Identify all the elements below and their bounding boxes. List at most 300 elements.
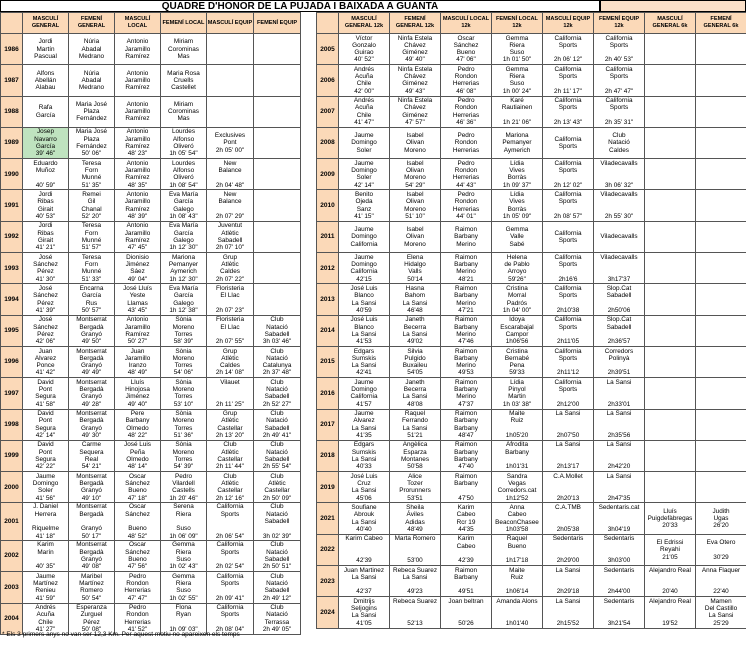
result-cell: Antonio Jaramillo Ramírez 48' 23" — [115, 127, 161, 158]
result-cell: La Sansi 2h42'20 — [594, 440, 645, 471]
result-cell: Janeth Becerra La Sansi 49'02 — [390, 315, 441, 346]
result-cell — [645, 284, 696, 315]
result-cell: Club Atlètic Castellar 2h 12' 16" — [207, 472, 254, 503]
result-cell — [696, 315, 746, 346]
year-cell: 1998 — [1, 409, 23, 440]
result-cell: Pere Barbany Olmedo 48' 22" — [115, 409, 161, 440]
result-cell: Club Natació Terrassa 2h 49' 05" — [254, 603, 301, 634]
result-cell: Raimon Barbany 47'50 — [441, 472, 492, 503]
result-cell: California Sports 2h 12' 02" — [543, 159, 594, 190]
result-cell: Víctor Gonzalo Guirao 40' 52" — [339, 34, 390, 65]
result-cell: New Balance 2h 04' 48" — [207, 159, 254, 190]
result-cell: California Sports — [543, 127, 594, 158]
result-cell: Gemma Riera Suso 1h 02' 55" — [161, 572, 207, 603]
right-honor-table — [316, 12, 746, 629]
table-row — [1, 253, 301, 284]
result-cell: Lourdes Alfonso Oliveró 1h 05' 54" — [161, 127, 207, 158]
result-cell: Eduardo Muñoz 40' 59" — [23, 159, 69, 190]
year-cell: 2011 — [317, 221, 339, 252]
result-cell: Raquel Bueno 1h17'18 — [492, 534, 543, 565]
result-cell — [254, 253, 301, 284]
table-row — [1, 378, 301, 409]
result-cell: Grup Atlètic Caldes 2h 07' 22" — [207, 253, 254, 284]
left-header-6: FEMENÍ EQUIP — [254, 13, 301, 34]
right-header-2: FEMENÍ GENERAL 12k — [390, 13, 441, 34]
result-cell — [645, 409, 696, 440]
result-cell: Miriam Corominas Mas — [161, 34, 207, 65]
left-header-row — [1, 13, 301, 34]
result-cell: California Sports 2h 09' 41" — [207, 572, 254, 603]
result-cell: California Sports 2h 06' 54" — [207, 503, 254, 540]
year-cell: 2010 — [317, 190, 339, 221]
result-cell: José Luis Peña Olmedo 48' 14" — [115, 440, 161, 471]
result-cell — [254, 127, 301, 158]
result-cell: Isabel Olivan Moreno 51' 10" — [390, 190, 441, 221]
year-cell: 2012 — [317, 253, 339, 284]
result-cell: Ninfa Estela Chávez Giménez 47' 57" — [390, 96, 441, 127]
year-cell: 2019 — [317, 472, 339, 503]
right-header-8: FEMENÍ GENERAL 6k — [696, 13, 746, 34]
result-cell: Sedentaris 3h03'00 — [594, 534, 645, 565]
result-cell: Slop.Cat Sabadell 2h50'06 — [594, 284, 645, 315]
result-cell — [645, 346, 696, 377]
result-cell: Andrés Acuña Chile 41' 27" — [23, 603, 69, 634]
table-row — [1, 346, 301, 377]
result-cell: El Edrissi Reyahi 21'05 — [645, 534, 696, 565]
result-cell: Juan Jaramillo Iranzo 48' 49" — [115, 346, 161, 377]
result-cell — [254, 221, 301, 252]
result-cell: Club Natació Sabadell 2h 49' 12" — [254, 572, 301, 603]
result-cell: Sedentaris 2h44'00 — [594, 566, 645, 597]
result-cell: Hasna Bahom La Sansi 46'48 — [390, 284, 441, 315]
table-row — [317, 253, 746, 284]
result-cell — [254, 34, 301, 65]
result-cell — [696, 190, 746, 221]
table-row — [1, 96, 301, 127]
result-cell: Lídia Pinyol Martin 1h 03' 38" — [492, 378, 543, 409]
table-row — [1, 440, 301, 471]
result-cell: Edgars Sumskis La Sansi 40'33 — [339, 440, 390, 471]
result-cell: Club Natació Sabadell 3h 02' 39" — [254, 503, 301, 540]
result-cell: Raimon Barbany Merino 49'53 — [441, 346, 492, 377]
result-cell: Sònia Moreno Torres 51' 36" — [161, 409, 207, 440]
year-cell: 2013 — [317, 284, 339, 315]
result-cell: California Sports 2h10'38 — [543, 284, 594, 315]
result-cell — [696, 253, 746, 284]
year-cell: 1989 — [1, 127, 23, 158]
result-cell — [207, 96, 254, 127]
result-cell: California Sports 2h 47' 47" — [594, 65, 645, 96]
result-cell: California Sports 2h11'12 — [543, 346, 594, 377]
result-cell: Raquel Ferrando La Sansi 51'21 — [390, 409, 441, 440]
result-cell: Afrodita Barbany 1h01'31 — [492, 440, 543, 471]
result-cell: Sedentaris 2h29'00 — [543, 534, 594, 565]
year-cell: 2018 — [317, 440, 339, 471]
result-cell: Floristeria El Llac 2h 07' 55" — [207, 315, 254, 346]
result-cell: Flona Ryan 1h 09' 03" — [161, 603, 207, 634]
result-cell: Josep Navarro García 39' 46" — [23, 127, 69, 158]
result-cell: Karim Cabeo 42'39 — [441, 534, 492, 565]
result-cell: Gemma Valle Sabé — [492, 221, 543, 252]
result-cell: Karim Cabeo Rcr 19 44'35 — [441, 503, 492, 534]
result-cell: Oscar Sánchez Bueno 47' 06" — [441, 34, 492, 65]
result-cell: Montserrat Bergadà Granyó 49' 10" — [69, 472, 115, 503]
footnote: * Els 3 primers anys no van ser 12,3 Km. Per aquest motiu no apareixen els temps — [2, 631, 240, 638]
result-cell: Andrés Acuña Chile 41' 47" — [339, 96, 390, 127]
result-cell: Esperanza Zurguel Pérez 50' 08" — [69, 603, 115, 634]
result-cell: Club Natació Catalunya 2h 37' 48" — [254, 346, 301, 377]
result-cell — [645, 253, 696, 284]
result-cell — [696, 440, 746, 471]
result-cell: Janeth Becerra La Sansi 48'08 — [390, 378, 441, 409]
result-cell: California Sports 2h 06' 12" — [543, 34, 594, 65]
result-cell: Viladecavalls 3h17'37 — [594, 253, 645, 284]
result-cell: California Sports 2h 35' 31" — [594, 96, 645, 127]
result-cell: Jaume Domingo California 42'15 — [339, 253, 390, 284]
result-cell: Oscar Sánchez Bueno 48' 52" — [115, 503, 161, 540]
result-cell: Club Natació Sabadell 2h 49' 41" — [254, 409, 301, 440]
result-cell: Sònia Moreno Torres 54' 06" — [161, 346, 207, 377]
result-cell: Marta Romero 53'00 — [390, 534, 441, 565]
result-cell: Maria José Plaza Fernández 50' 06" — [69, 127, 115, 158]
result-cell — [696, 378, 746, 409]
result-cell: La Sansi 2h29'18 — [543, 566, 594, 597]
result-cell: California Sports 2h12'00 — [543, 378, 594, 409]
year-cell: 1992 — [1, 221, 23, 252]
result-cell: Montserrat Bergadà Granyó 49' 30" — [69, 409, 115, 440]
table-row — [1, 159, 301, 190]
result-cell: Jaume Alvarez La Sansi 41'35 — [339, 409, 390, 440]
result-cell: Club Natació Caldes — [594, 127, 645, 158]
result-cell: Maite Ruiz 1h05'20 — [492, 409, 543, 440]
result-cell: California Sports 2h16'6 — [543, 253, 594, 284]
result-cell: Dmitrijs Seljogins La Sansi 41'05 — [339, 597, 390, 628]
table-row — [317, 440, 746, 471]
year-cell: 2005 — [317, 34, 339, 65]
year-cell: 2003 — [1, 572, 23, 603]
result-cell: Isabel Olivan Moreno — [390, 127, 441, 158]
result-cell: David Pont Segura 41' 58" — [23, 378, 69, 409]
year-cell: 2000 — [1, 472, 23, 503]
result-cell: Mariona Pemanyer Aymerich 1h 12' 30" — [161, 253, 207, 284]
result-cell: Sedentaris 3h21'54 — [594, 597, 645, 628]
result-cell — [645, 378, 696, 409]
table-row — [1, 284, 301, 315]
result-cell — [207, 34, 254, 65]
result-cell: La Sansi 2h15'52 — [543, 597, 594, 628]
table-row — [317, 96, 746, 127]
result-cell — [645, 472, 696, 503]
result-cell: Raimon Barbany Merino 47'46 — [441, 315, 492, 346]
table-row — [1, 127, 301, 158]
result-cell: Miriam Corominas Mas — [161, 96, 207, 127]
result-cell: Pedro Rondon Herrerias — [441, 127, 492, 158]
result-cell: Ninfa Estela Chávez Giménez 49' 43" — [390, 65, 441, 96]
table-row — [1, 65, 301, 96]
right-header-3: MASCULÍ LOCAL 12k — [441, 13, 492, 34]
result-cell: José Sánchez Pérez 41' 30" — [23, 253, 69, 284]
result-cell: Viladecavalls 2h 55' 30" — [594, 190, 645, 221]
left-header-0 — [1, 13, 23, 34]
result-cell: Andrés Acuña Chile 42' 00" — [339, 65, 390, 96]
year-cell: 2009 — [317, 159, 339, 190]
result-cell: Montserrat Bergadà Granyó 49' 49" — [69, 346, 115, 377]
result-cell: David Pont Segura 42' 22" — [23, 440, 69, 471]
result-cell: José Sánchez Pérez 41' 39" — [23, 284, 69, 315]
result-cell: Sandra Vegas Corredors.cat 1h12'52 — [492, 472, 543, 503]
result-cell: José Lluís Yeste Llamas 43' 45" — [115, 284, 161, 315]
result-cell: Gemma Riera Suso 1h 02' 43" — [161, 540, 207, 571]
result-cell — [645, 127, 696, 158]
result-cell: Rebeca Suarez 52'13 — [390, 597, 441, 628]
result-cell: José Luis Cruz La Sansi 45'06 — [339, 472, 390, 503]
table-row — [317, 34, 746, 65]
table-row — [1, 190, 301, 221]
result-cell: Karim Marín 40' 35" — [23, 540, 69, 571]
table-row — [1, 221, 301, 252]
result-cell: Maria Rosa Cruells Castellet — [161, 65, 207, 96]
result-cell: Grup Atlètic Caldes 2h 14' 08" — [207, 346, 254, 377]
result-cell: Raimon Barbany Merino 47'37 — [441, 378, 492, 409]
result-cell — [696, 409, 746, 440]
year-cell: 2008 — [317, 127, 339, 158]
result-cell: New Balance 2h 07' 29" — [207, 190, 254, 221]
result-cell: Raimon Barbany Merino 48'21 — [441, 253, 492, 284]
result-cell: Gemma Riera Suso 1h 01' 50" — [492, 34, 543, 65]
result-cell: Raimon Barbany Merino 47'21 — [441, 284, 492, 315]
result-cell: Club Natació Sabadell 3h 03' 46" — [254, 315, 301, 346]
result-cell: Sònia Moreno Torres 54' 39" — [161, 440, 207, 471]
table-row — [1, 503, 301, 540]
result-cell — [645, 65, 696, 96]
result-cell — [645, 440, 696, 471]
result-cell: Floristeria El Llac 2h 07' 23" — [207, 284, 254, 315]
result-cell: La Sansi 2h47'35 — [594, 472, 645, 503]
result-cell: Raimon Barbany Barbany 47'40 — [441, 440, 492, 471]
result-cell: José Luis Blanco La Sansi 41'53 — [339, 315, 390, 346]
page-title: QUADRE D'HONOR DE LA PUJADA I BAIXADA A GUANTA — [0, 0, 600, 12]
right-header-7: MASCULÍ GENERAL 6k — [645, 13, 696, 34]
result-cell — [207, 65, 254, 96]
year-cell: 1993 — [1, 253, 23, 284]
result-cell: Rafa García — [23, 96, 69, 127]
result-cell: Gemma Riera Suso 1h 00' 24" — [492, 65, 543, 96]
result-cell: Alfons Abellán Alabau — [23, 65, 69, 96]
result-cell: Jaume Domingo Soler 41' 56" — [23, 472, 69, 503]
result-cell — [696, 284, 746, 315]
table-row — [317, 566, 746, 597]
result-cell: Teresa Forn Munné 51' 57" — [69, 221, 115, 252]
table-row — [317, 534, 746, 565]
result-cell: Soufiane Abrouk La Sansi 40'40 — [339, 503, 390, 534]
table-row — [317, 503, 746, 534]
result-cell: Cristina Bernabé Pena 59'33 — [492, 346, 543, 377]
result-cell: Alejandro Real 19'52 — [645, 597, 696, 628]
result-cell — [645, 315, 696, 346]
left-header-5: MASCULÍ EQUIP — [207, 13, 254, 34]
result-cell: Sònia Moreno Torres 58' 39" — [161, 315, 207, 346]
result-cell: Idoya Escarabajal Campor 1h06'56 — [492, 315, 543, 346]
result-cell — [696, 472, 746, 503]
right-body — [317, 34, 746, 629]
result-cell: Angèlica Esparza Montanes 50'58 — [390, 440, 441, 471]
year-cell: 1997 — [1, 378, 23, 409]
result-cell: Silvia Pulgido Buxaileu 54'05 — [390, 346, 441, 377]
result-cell: Sònia Moreno Torres 53' 10" — [161, 378, 207, 409]
result-cell: Karim Cabeo 42'39 — [339, 534, 390, 565]
result-cell — [645, 221, 696, 252]
result-cell: Club Natació Sabadell 2h 55' 54" — [254, 440, 301, 471]
result-cell: La Sansi 2h13'17 — [543, 440, 594, 471]
result-cell: Jaume Martínez Renieu 41' 59" — [23, 572, 69, 603]
left-body — [1, 34, 301, 635]
right-header-1: MASCULÍ GENERAL 12k — [339, 13, 390, 34]
result-cell: Juan Alvarez Ponce 41' 42" — [23, 346, 69, 377]
result-cell — [645, 159, 696, 190]
result-cell: Exclusives Pont 2h 05' 00" — [207, 127, 254, 158]
result-cell: Grup Atlètic Castellar 2h 13' 20" — [207, 409, 254, 440]
left-header-3: MASCULÍ LOCAL — [115, 13, 161, 34]
result-cell: California Sports 2h 13' 43" — [543, 96, 594, 127]
result-cell — [254, 159, 301, 190]
result-cell: Helena de Pablo Arroyo 59'26" — [492, 253, 543, 284]
year-cell: 1996 — [1, 346, 23, 377]
result-cell — [696, 96, 746, 127]
year-cell: 1999 — [1, 440, 23, 471]
result-cell: C.A.TMB 2h05'38 — [543, 503, 594, 534]
result-cell: Jaume Domingo California 41'57 — [339, 378, 390, 409]
result-cell: Club Atlètic Castellar 2h 11' 44" — [207, 440, 254, 471]
result-cell: Teresa Forn Munné 51' 35" — [69, 159, 115, 190]
result-cell: Eva Otero 30'29 — [696, 534, 746, 565]
result-cell: California Sports 2h 02' 54" — [207, 540, 254, 571]
result-cell: Maite Ruiz 1h06'14 — [492, 566, 543, 597]
table-row — [1, 34, 301, 65]
header-band — [600, 0, 746, 12]
result-cell: Karé Rautiainen 1h 21' 06" — [492, 96, 543, 127]
result-cell: José Luis Blanco La Sansi 40'59 — [339, 284, 390, 315]
table-row — [317, 65, 746, 96]
result-cell: Sedentaris.cat 3h04'19 — [594, 503, 645, 534]
result-cell: Montserrat Bergadà Granyó 49' 28" — [69, 378, 115, 409]
table-row — [317, 190, 746, 221]
result-cell: Antonio Jaramillo Ramírez — [115, 96, 161, 127]
result-cell: Lourdes Alfonso Oliveró 1h 08' 54" — [161, 159, 207, 190]
year-cell: 2002 — [1, 540, 23, 571]
result-cell: California Sports 2h11'05 — [543, 315, 594, 346]
result-cell: Antonio Jaramillo Ramírez — [115, 65, 161, 96]
result-cell: Pedro Rondon Herrerias 41' 52" — [115, 603, 161, 634]
table-row — [317, 378, 746, 409]
result-cell — [696, 127, 746, 158]
result-cell: C.A.Mollet 2h20'13 — [543, 472, 594, 503]
right-header-row — [317, 13, 746, 34]
result-cell: Amanda Alons 1h01'40 — [492, 597, 543, 628]
result-cell: Lídia Vives Borràs 1h 05' 09" — [492, 190, 543, 221]
table-row — [317, 127, 746, 158]
result-cell: La Sansi 2h33'01 — [594, 378, 645, 409]
year-cell: 1995 — [1, 315, 23, 346]
result-cell: Encarna García Rus 50' 57" — [69, 284, 115, 315]
right-header-6: FEMENÍ EQUIP 12k — [594, 13, 645, 34]
result-cell: Pedro Rondon Herrerias 46' 36" — [441, 96, 492, 127]
result-cell: Jordi Martín Pascual — [23, 34, 69, 65]
year-cell: 2001 — [1, 503, 23, 540]
result-cell: Isabel Olivan Moreno — [390, 221, 441, 252]
result-cell: Ninfa Estela Chávez Giménez 49' 40" — [390, 34, 441, 65]
table-row — [1, 472, 301, 503]
result-cell: Remei Gil Chanal 52' 20" — [69, 190, 115, 221]
result-cell: Lídia Vives Borràs 1h 09' 37" — [492, 159, 543, 190]
result-cell — [696, 159, 746, 190]
result-cell: Jaume Domingo California — [339, 221, 390, 252]
result-cell: Antonio Jaramillo Ramírez 48' 35" — [115, 159, 161, 190]
result-cell: Raimon Barbany Barbany 48'47 — [441, 409, 492, 440]
table-row — [317, 159, 746, 190]
left-honor-table — [0, 12, 301, 635]
left-header-2: FEMENÍ GENERAL — [69, 13, 115, 34]
result-cell: Pedro Rondon Herrerias 47' 47" — [115, 572, 161, 603]
table-row — [317, 597, 746, 628]
result-cell: Slop.Cat Sabadell 2h36'57 — [594, 315, 645, 346]
result-cell: Eva María García Galego 1h 12' 38" — [161, 284, 207, 315]
result-cell: Jaume Domingo Soler 42' 14" — [339, 159, 390, 190]
result-cell: Club Atlètic Castellar 2h 50' 09" — [254, 472, 301, 503]
left-header-1: MASCULÍ GENERAL — [23, 13, 69, 34]
year-cell: 2024 — [317, 597, 339, 628]
result-cell: Núria Abadal Medrano — [69, 34, 115, 65]
result-cell — [696, 34, 746, 65]
result-cell: Viladecavalls — [594, 221, 645, 252]
year-cell: 1988 — [1, 96, 23, 127]
result-cell: Club Natació Sabadell 2h 50' 51" — [254, 540, 301, 571]
result-cell: Antonio Jaramillo Ramírez 50' 27" — [115, 315, 161, 346]
result-cell: Vilauet 2h 11' 25" — [207, 378, 254, 409]
result-cell: Sheila Áviles Adidas 48'49 — [390, 503, 441, 534]
result-cell: Lluís Hinojosa Jiménez 49' 40" — [115, 378, 161, 409]
year-cell: 2006 — [317, 65, 339, 96]
result-cell: Juan Martinez La Sansi 42'37 — [339, 566, 390, 597]
table-row — [1, 540, 301, 571]
result-cell: Edgars Sumskis La Sansi 42'41 — [339, 346, 390, 377]
table-row — [1, 603, 301, 634]
table-row — [1, 572, 301, 603]
result-cell: Carme Sequera Real 54' 21" — [69, 440, 115, 471]
result-cell: Benito Ojeda Sanz 41' 15" — [339, 190, 390, 221]
result-cell: Judith Ugas 26'20 — [696, 503, 746, 534]
result-cell: Antonio Jaramillo Ramírez — [115, 34, 161, 65]
result-cell: California Sports 2h 08' 04" — [207, 603, 254, 634]
result-cell: Jordi Ribas Girait 40' 53" — [23, 190, 69, 221]
year-cell: 2014 — [317, 315, 339, 346]
year-cell: 2016 — [317, 378, 339, 409]
result-cell — [254, 190, 301, 221]
result-cell: Isabel Olivan Moreno 54' 29" — [390, 159, 441, 190]
result-cell: California Sports 2h 08' 57" — [543, 190, 594, 221]
result-cell: Eva María García Galego 1h 08' 43" — [161, 190, 207, 221]
result-cell: Oscar Sánchez Bueno 47' 18" — [115, 472, 161, 503]
result-cell: Raimon Barbany 49'51 — [441, 566, 492, 597]
result-cell — [254, 65, 301, 96]
result-cell: Viladecavalls 3h 06' 32" — [594, 159, 645, 190]
result-cell: José Sánchez Pérez 42' 06" — [23, 315, 69, 346]
result-cell — [696, 65, 746, 96]
result-cell: Oscar Sánchez Bueno 47' 56" — [115, 540, 161, 571]
year-cell: 2017 — [317, 409, 339, 440]
year-cell: 2004 — [1, 603, 23, 634]
result-cell: California Sports — [543, 221, 594, 252]
result-cell: Lluís Puigdefàbregas 20'33 — [645, 503, 696, 534]
